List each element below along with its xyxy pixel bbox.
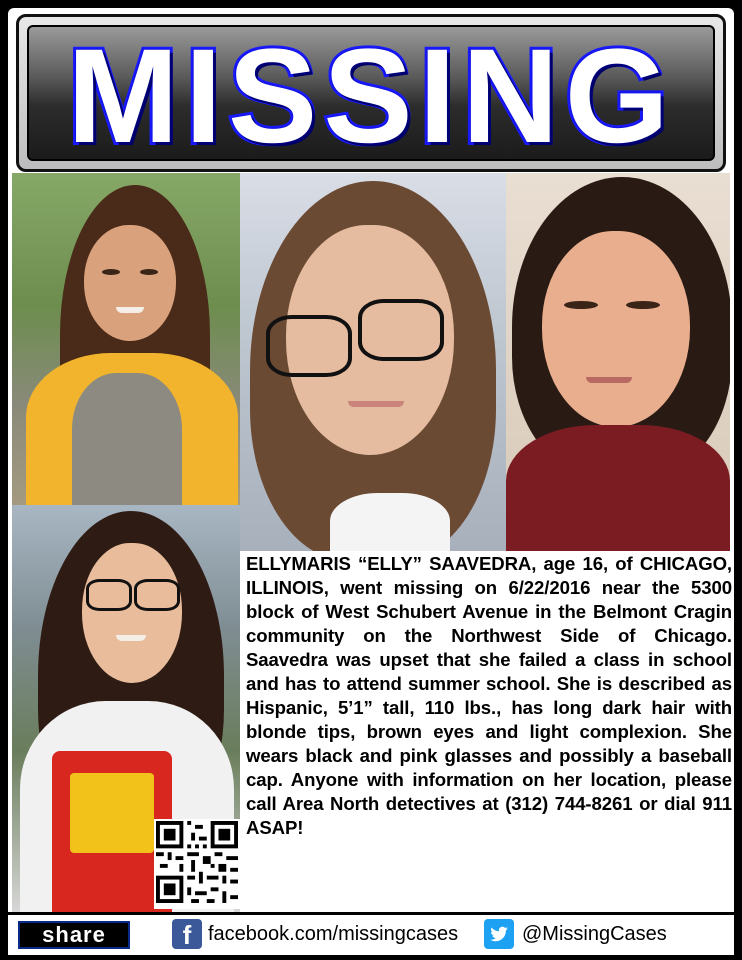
case-description: ELLYMARIS “ELLY” SAAVEDRA, age 16, of CHICAGO, ILLINOIS, went missing on 6/22/2016 near the 5300 block of West Schubert Avenue in the Belmont Cragin community on the Northwest Side of Chicago. Saavedra was upset that she failed a class in school and has to attend summer school. She is described as Hispanic, 5’1” tall, 110 lbs., has long dark hair with blonde tips, brown eyes and light complexion. She wears black and pink glasses and possibly a baseball cap. Anyone with information on her location, please call Area North detectives at (312) 744-8261 or dial 911 ASAP! <box>246 553 732 838</box>
photo-2 <box>240 173 506 551</box>
twitter-icon[interactable] <box>484 919 514 949</box>
twitter-handle-link[interactable]: @MissingCases <box>522 923 667 945</box>
facebook-icon[interactable]: f <box>172 919 202 949</box>
facebook-link[interactable]: facebook.com/missingcases <box>208 923 459 945</box>
header-banner <box>16 14 726 172</box>
photo-3 <box>506 173 730 551</box>
qr-code-icon[interactable] <box>154 819 244 909</box>
share-button[interactable]: share <box>18 921 130 949</box>
photo-1 <box>12 173 240 505</box>
header-banner-inner <box>27 22 715 171</box>
footer-bar <box>8 912 734 955</box>
poster-panel <box>8 8 734 952</box>
page-title: MISSING <box>67 22 675 171</box>
